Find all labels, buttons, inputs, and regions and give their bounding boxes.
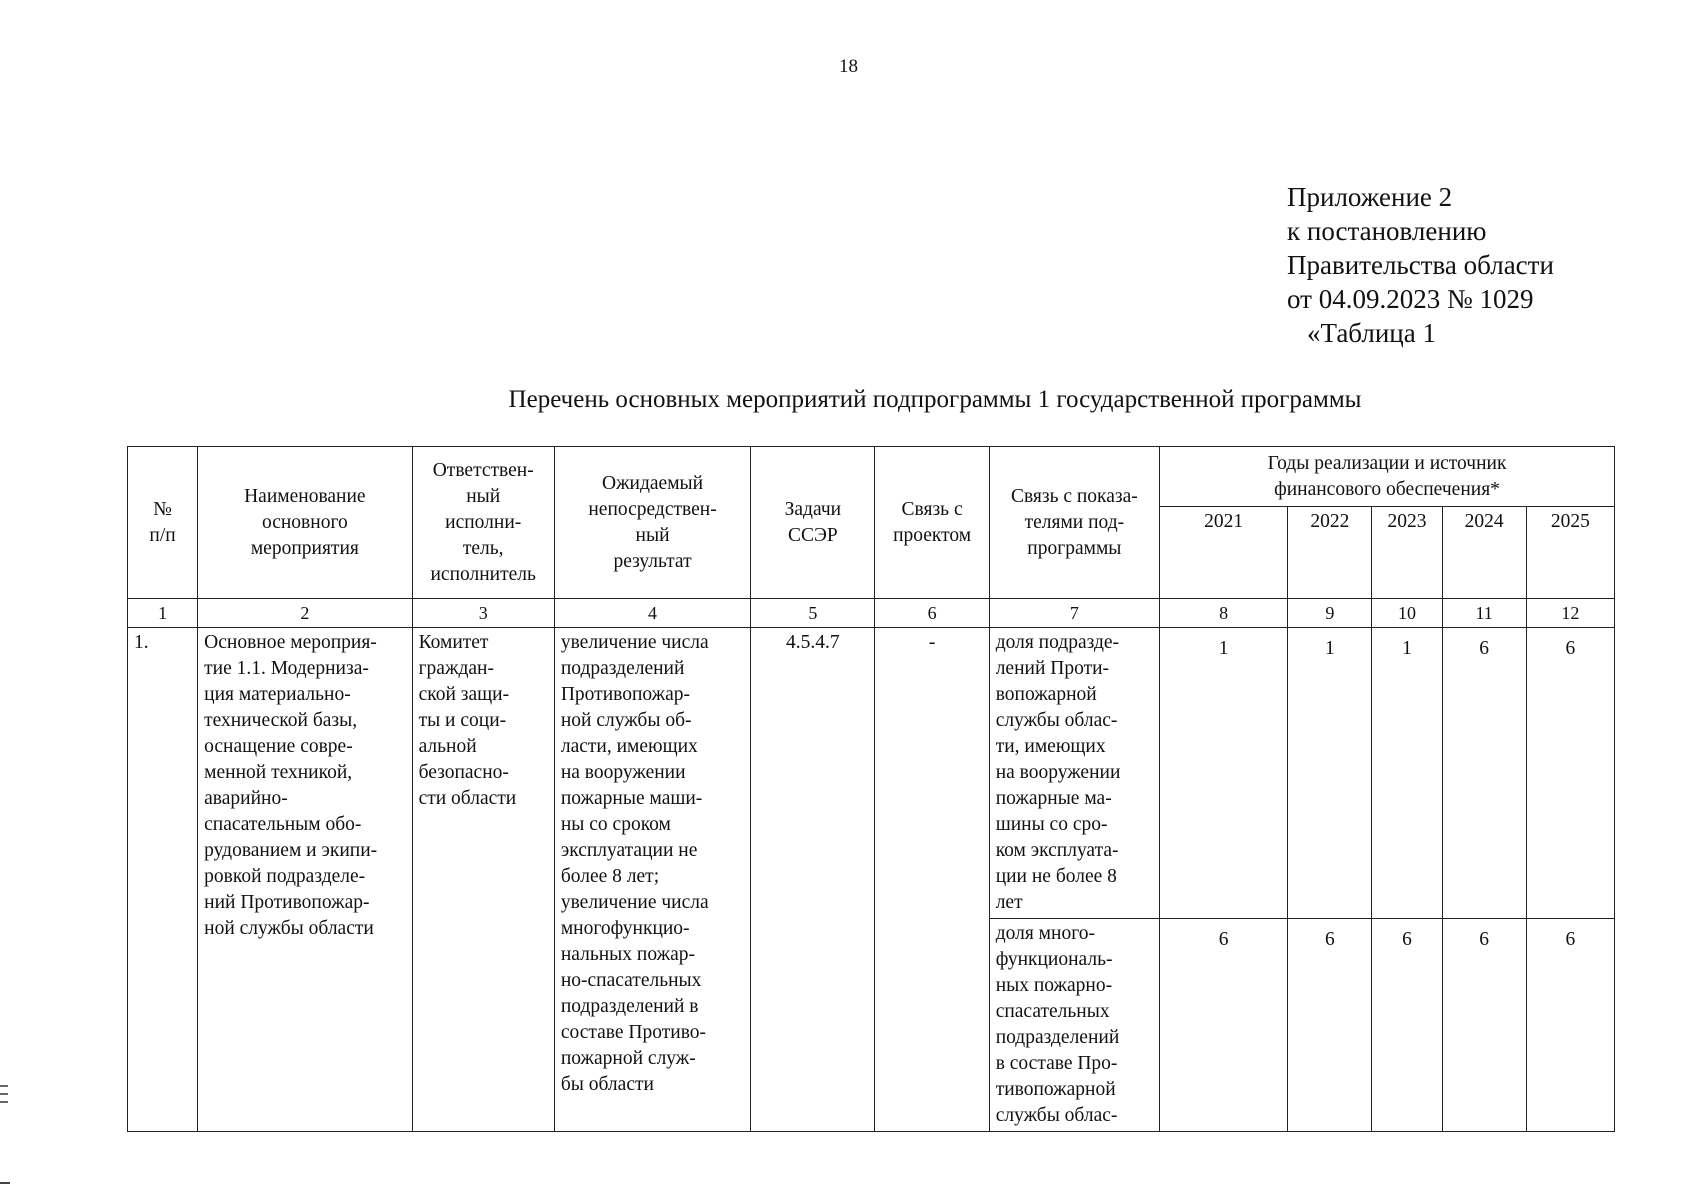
cell-line: спасательных	[995, 1001, 1110, 1022]
year-value: 6	[1442, 919, 1526, 1132]
header-line: Задачи	[784, 498, 842, 520]
cell-line: функциональ-	[995, 949, 1113, 970]
cell-line: увеличение числа	[560, 892, 709, 913]
cell-line: ны со сроком	[560, 814, 671, 835]
column-numbers-row	[128, 599, 1615, 628]
responsible-executor	[412, 628, 554, 1132]
header-line: Связь с	[901, 498, 963, 520]
header-line: Ожидаемый	[601, 472, 704, 494]
cell-line: ных пожарно-	[995, 975, 1113, 996]
header-years-title	[1160, 447, 1615, 507]
cell-line: службы облас-	[995, 1105, 1118, 1126]
header-year: 2022	[1288, 507, 1372, 599]
header-tasks	[751, 447, 875, 599]
cell-line: шины со сро-	[995, 814, 1108, 835]
column-number: 9	[1288, 599, 1372, 628]
year-value: 1	[1372, 628, 1442, 919]
cell-line: пожарные маши-	[560, 788, 703, 809]
cell-line: безопасно-	[418, 762, 509, 783]
cell-line: технической базы,	[204, 710, 358, 731]
cell-line: ласти, имеющих	[560, 736, 698, 757]
header-line: п/п	[149, 524, 176, 546]
header-line: программы	[1027, 537, 1122, 559]
cell-line: Противопожар-	[560, 684, 691, 705]
header-line: исполнитель	[430, 563, 536, 585]
column-number: 3	[412, 599, 554, 628]
column-number: 6	[875, 599, 989, 628]
cell-line: сти области	[418, 788, 517, 809]
header-line: ный	[466, 485, 501, 507]
scan-margin-dash	[0, 1182, 10, 1184]
header-name	[198, 447, 412, 599]
document-title: Перечень основных мероприятий подпрограммы 1 государственной программы	[508, 386, 1362, 413]
cell-line: нальных пожар-	[560, 944, 695, 965]
cell-line: рудованием и экипи-	[204, 840, 378, 861]
cell-line: спасательным обо-	[204, 814, 362, 835]
cell-line: менной техникой,	[204, 762, 353, 783]
header-row	[128, 447, 1615, 507]
header-line: ный	[635, 524, 670, 546]
scan-margin-mark	[0, 1085, 10, 1125]
cell-line: но-спасательных	[560, 970, 702, 991]
header-line: тель,	[462, 537, 504, 559]
year-value: 6	[1372, 919, 1442, 1132]
cell-line: пожарные ма-	[995, 788, 1112, 809]
cell-line: на вооружении	[995, 762, 1121, 783]
cell-line: более 8 лет;	[560, 866, 660, 887]
cell-line: многофункцио-	[560, 918, 690, 939]
cell-line: граждан-	[418, 658, 494, 679]
header-year: 2025	[1526, 507, 1614, 599]
header-line: исполни-	[445, 511, 522, 533]
year-value: 6	[1160, 919, 1288, 1132]
cell-line: ком эксплуата-	[995, 840, 1119, 861]
table-reference: «Таблица 1	[1307, 318, 1436, 348]
appendix-block	[1287, 180, 1554, 350]
header-line: Наименование	[244, 485, 366, 507]
header-responsible	[412, 447, 554, 599]
cell-line: Основное мероприя-	[204, 632, 377, 653]
column-number: 12	[1526, 599, 1614, 628]
cell-line: пожарной служ-	[560, 1048, 696, 1069]
cell-line: вопожарной	[995, 684, 1097, 705]
cell-line: оснащение совре-	[204, 736, 353, 757]
column-number: 2	[198, 599, 412, 628]
header-line: проектом	[893, 524, 972, 546]
cell-line: ция материально-	[204, 684, 351, 705]
header-line: №	[153, 498, 172, 520]
cell-line: тие 1.1. Модерниза-	[204, 658, 369, 679]
cell-line: ний Противопожар-	[204, 892, 370, 913]
ssep-tasks: 4.5.4.7	[751, 628, 875, 1132]
header-line: Годы реализации и источник	[1267, 452, 1507, 474]
cell-line: лет	[995, 892, 1023, 913]
cell-line: составе Противо-	[560, 1022, 707, 1043]
cell-line: ровкой подразделе-	[204, 866, 366, 887]
indicator-cell	[989, 628, 1159, 919]
cell-line: подразделений	[560, 658, 685, 679]
header-line: непосредствен-	[588, 498, 717, 520]
header-project	[875, 447, 989, 599]
header-num	[128, 447, 198, 599]
cell-line: увеличение числа	[560, 632, 709, 653]
column-number: 11	[1442, 599, 1526, 628]
year-value: 6	[1526, 919, 1614, 1132]
measures-table	[127, 446, 1615, 1132]
cell-line: ты и соци-	[418, 710, 507, 731]
header-line: Ответствен-	[432, 459, 534, 481]
cell-line: на вооружении	[560, 762, 686, 783]
appendix-line: к постановлению	[1287, 216, 1487, 246]
header-line: основного	[261, 511, 348, 533]
column-number: 5	[751, 599, 875, 628]
measure-name	[198, 628, 412, 1132]
indicator-cell	[989, 919, 1159, 1132]
header-line: телями под-	[1024, 511, 1125, 533]
project-link: -	[875, 628, 989, 1132]
year-value: 6	[1288, 919, 1372, 1132]
year-value: 1	[1288, 628, 1372, 919]
cell-line: Комитет	[418, 632, 489, 653]
cell-line: аварийно-	[204, 788, 288, 809]
year-value: 1	[1160, 628, 1288, 919]
appendix-line: от 04.09.2023 № 1029	[1287, 284, 1534, 314]
header-year: 2024	[1442, 507, 1526, 599]
cell-line: альной	[418, 736, 477, 757]
column-number: 1	[128, 599, 198, 628]
cell-line: подразделений в	[560, 996, 699, 1017]
cell-line: доля подразде-	[995, 632, 1120, 653]
cell-line: ской защи-	[418, 684, 510, 705]
cell-line: службы облас-	[995, 710, 1118, 731]
column-number: 8	[1160, 599, 1288, 628]
cell-line: ти, имеющих	[995, 736, 1106, 757]
cell-line: бы области	[560, 1074, 654, 1095]
cell-line: тивопожарной	[995, 1079, 1116, 1100]
cell-line: подразделений	[995, 1027, 1120, 1048]
cell-line: в составе Про-	[995, 1053, 1118, 1074]
table-row	[128, 628, 1615, 919]
header-line: результат	[613, 550, 692, 572]
expected-result	[554, 628, 750, 1132]
year-value: 6	[1442, 628, 1526, 919]
column-number: 10	[1372, 599, 1442, 628]
appendix-line: Приложение 2	[1287, 182, 1453, 212]
column-number: 7	[989, 599, 1159, 628]
cell-line: эксплуатации не	[560, 840, 698, 861]
header-line: Связь с показа-	[1010, 485, 1138, 507]
cell-line: лений Проти-	[995, 658, 1110, 679]
cell-line: доля много-	[995, 923, 1095, 944]
header-year: 2021	[1160, 507, 1288, 599]
header-indicators	[989, 447, 1159, 599]
cell-line: ции не более 8	[995, 866, 1117, 887]
header-expected-result	[554, 447, 750, 599]
appendix-line: Правительства области	[1287, 250, 1554, 280]
header-line: финансового обеспечения*	[1274, 478, 1500, 500]
cell-line: ной службы об-	[560, 710, 692, 731]
page-number: 18	[839, 56, 858, 77]
header-line: ССЭР	[787, 524, 838, 546]
header-line: мероприятия	[250, 537, 359, 559]
cell-line: ной службы области	[204, 918, 374, 939]
row-number: 1.	[128, 628, 198, 1132]
year-value: 6	[1526, 628, 1614, 919]
column-number: 4	[554, 599, 750, 628]
header-year: 2023	[1372, 507, 1442, 599]
